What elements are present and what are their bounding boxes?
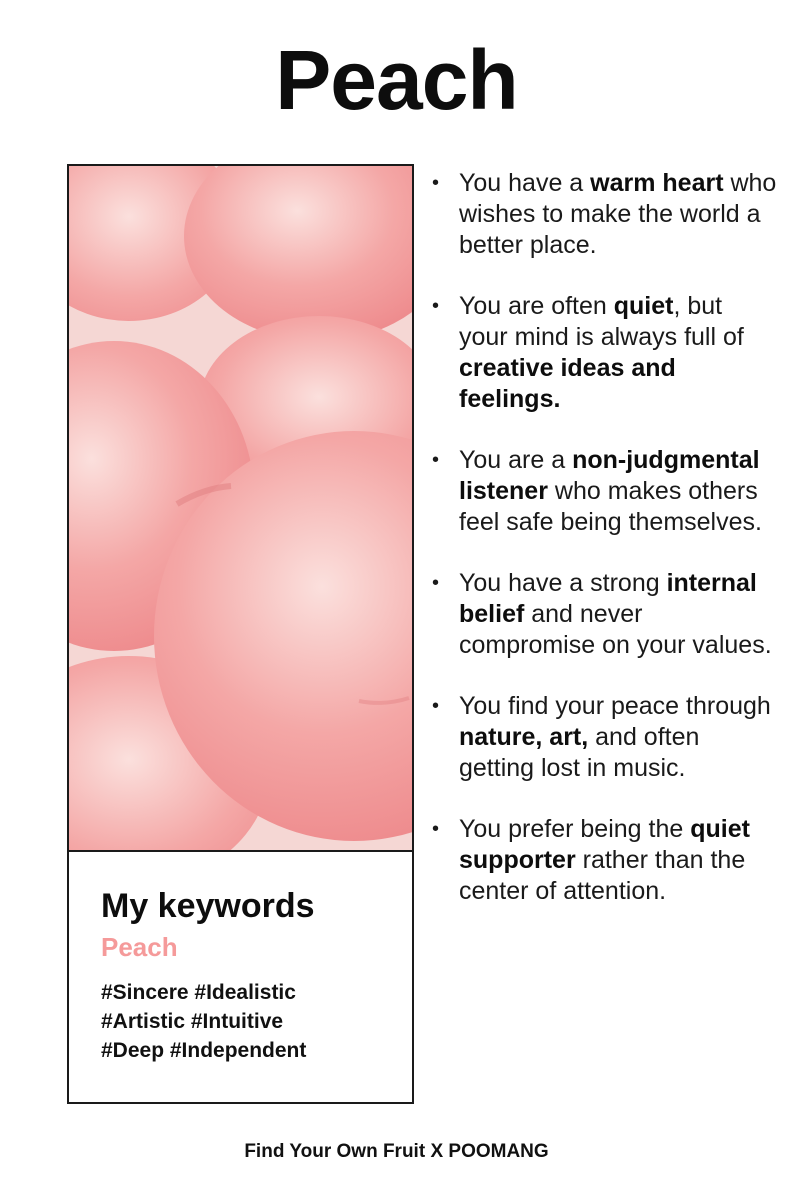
hashtag-line: #Artistic #Intuitive: [101, 1009, 284, 1033]
hashtag-line: #Deep #Independent: [101, 1038, 307, 1062]
trait-text: You find your peace through nature, art, and often getting lost in music.: [459, 692, 771, 782]
bullet-icon: •: [432, 295, 440, 317]
bullet-icon: •: [432, 449, 440, 471]
trait-text: You prefer being the quiet supporter rather than the center of attention.: [459, 815, 750, 905]
bullet-icon: •: [432, 572, 440, 594]
hashtag-list: [101, 978, 412, 1065]
bullet-icon: •: [432, 695, 440, 717]
bullet-icon: •: [432, 172, 440, 194]
footer-credit: Find Your Own Fruit X POOMANG: [244, 1141, 549, 1162]
keywords-heading: My keywords: [101, 887, 315, 925]
keywords-section: [69, 852, 412, 1102]
trait-text: You have a strong internal belief and never compromise on your values.: [459, 569, 772, 659]
trait-text: You are often quiet, but your mind is always full of creative ideas and feelings.: [459, 292, 744, 413]
bullet-icon: •: [432, 818, 440, 840]
trait-item: [432, 445, 777, 538]
peach-image: [69, 166, 412, 852]
trait-item: [432, 814, 777, 907]
peach-photo: [69, 166, 412, 852]
trait-item: [432, 691, 777, 784]
trait-text: You have a warm heart who wishes to make the world a better place.: [459, 169, 777, 259]
hashtag-line: #Sincere #Idealistic: [101, 980, 296, 1004]
fruit-card: [67, 164, 414, 1104]
trait-item: [432, 168, 777, 261]
trait-list: [432, 168, 777, 937]
trait-item: [432, 568, 777, 661]
trait-item: [432, 291, 777, 415]
trait-text: You are a non-judgmental listener who makes others feel safe being themselves.: [459, 446, 762, 536]
keywords-fruit-name: Peach: [101, 932, 178, 963]
page-title: Peach: [275, 33, 518, 127]
